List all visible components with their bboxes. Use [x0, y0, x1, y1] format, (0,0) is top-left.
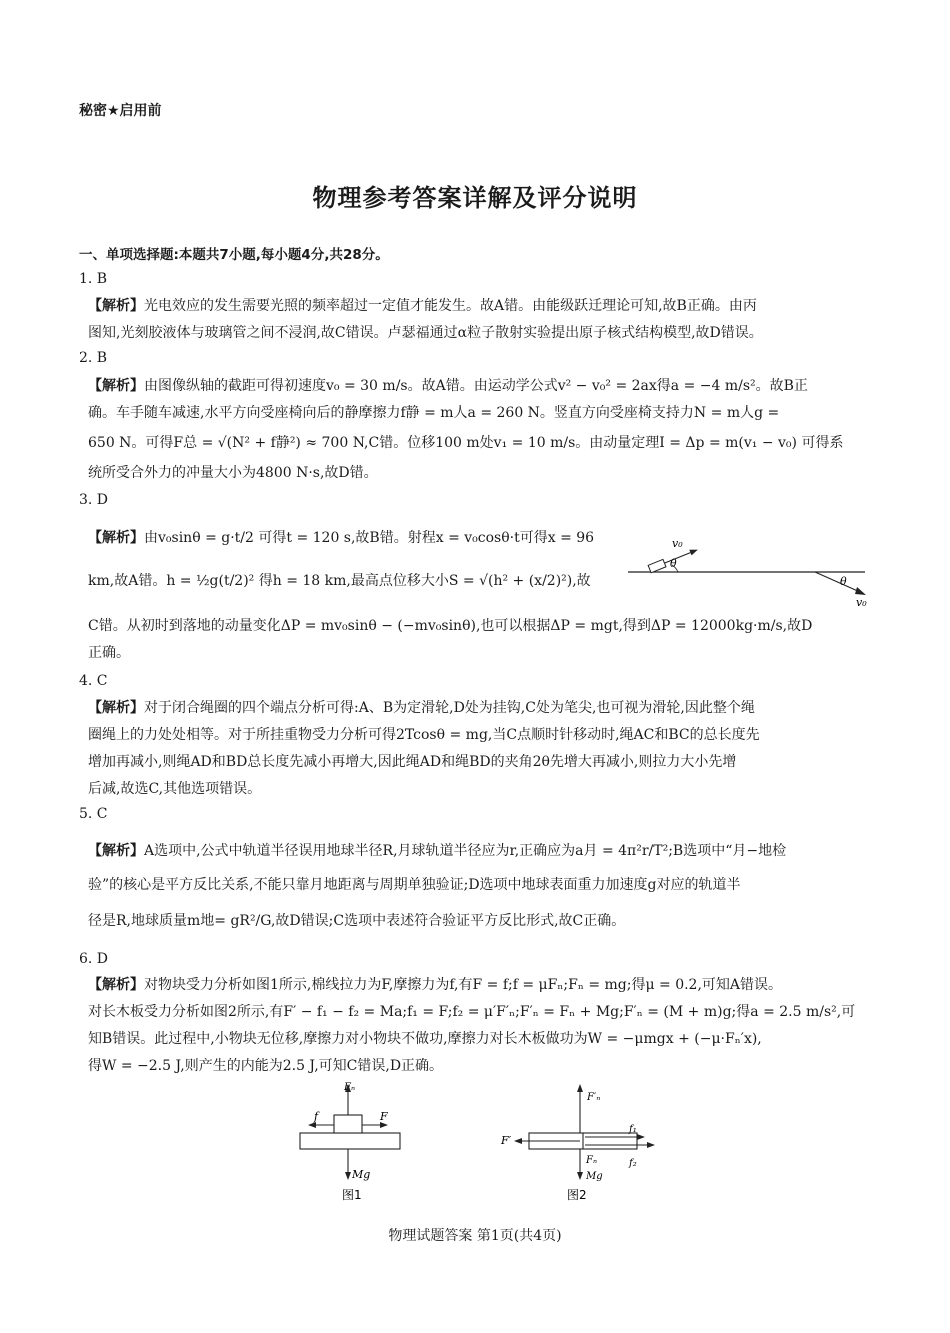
question-number: 1. B [79, 271, 108, 287]
block-rect [334, 1115, 362, 1133]
question-number: 3. D [79, 492, 109, 508]
arrowhead [647, 1142, 655, 1148]
page-footer: 物理试题答案 第1页(共4页) [388, 1228, 562, 1244]
text-line: 得W = −2.5 J,则产生的内能为2.5 J,可知C错误,D正确。 [88, 1058, 444, 1074]
text-line: 图知,光刻胶液体与玻璃管之间不浸润,故C错误。卢瑟福通过α粒子散射实验提出原子核式结构模型,故D错误。 [88, 325, 763, 341]
text-line: 对于闭合绳圈的四个端点分析可得:A、B为定滑轮,D处为挂钩,C处为笔尖,也可视为滑轮,因此整个绳 [144, 700, 755, 716]
force-label: F [380, 1110, 388, 1123]
text-line: 由图像纵轴的截距可得初速度v₀ = 30 m/s。故A错。由运动学公式v² − v₀² = 2ax得a = −4 m/s²。故B正 [144, 378, 808, 394]
question-number: 5. C [79, 806, 108, 822]
landing-velocity-line [815, 572, 860, 592]
analysis-tag: 【解析】 [88, 298, 144, 314]
force-label: f₁ [629, 1124, 637, 1135]
text-line: 增加再减小,则绳AD和BD总长度先减小再增大,因此绳AD和绳BD的夹角2θ先增大再减小,则拉力大小先增 [88, 754, 737, 770]
answer-explanation [88, 373, 872, 487]
answer-explanation [88, 972, 872, 1080]
text-line: 对物块受力分析如图1所示,棉线拉力为F,摩擦力为f,有F = f;f = μFₙ;Fₙ = mg;得μ = 0.2,可知A错误。 [144, 977, 783, 993]
arrowhead [577, 1084, 583, 1092]
arrowhead [345, 1172, 351, 1180]
text-line: 后减,故选C,其他选项错误。 [88, 781, 262, 797]
answer-explanation-cont [88, 613, 872, 667]
answer-explanation [88, 293, 872, 347]
confidential-label: 秘密★启用前 [79, 103, 162, 119]
force-label: Fₙ [586, 1155, 597, 1166]
board-rect [300, 1133, 400, 1149]
force-label: Mg [352, 1168, 371, 1181]
arrowhead [577, 1172, 583, 1180]
question-number: 4. C [79, 673, 108, 689]
projectile-diagram [620, 530, 880, 610]
figure-caption: 图2 [567, 1188, 587, 1202]
text-line: 统所受合外力的冲量大小为4800 N·s,故D错。 [88, 465, 378, 481]
analysis-tag: 【解析】 [88, 843, 144, 859]
velocity-label: v₀ [672, 537, 683, 550]
text-line: C错。从初时到落地的动量变化ΔP = mv₀sinθ − (−mv₀sinθ),也可以根据ΔP = mgt,得到ΔP = 12000kg·m/s,故D [88, 618, 813, 634]
text-line: 验”的核心是平方反比关系,不能只靠月地距离与周期单独验证;D选项中地球表面重力加速度g对应的轨道半 [88, 877, 741, 893]
text-line: 径是R,地球质量m地= gR²/G,故D错误;C选项中表述符合验证平方反比形式,故C正确。 [88, 913, 626, 929]
text-line: km,故A错。h = ½g(t/2)² 得h = 18 km,最高点位移大小S = √(h² + (x/2)²),故 [88, 573, 591, 589]
text-line: 由v₀sinθ = g·t/2 可得t = 120 s,故B错。射程x = v₀cosθ·t可得x = 96 [144, 530, 595, 546]
force-label: Fₙ [344, 1082, 355, 1093]
arrowhead [514, 1138, 522, 1144]
figure-2-board-forces [495, 1078, 665, 1208]
question-number: 2. B [79, 350, 108, 366]
force-label: f [314, 1110, 319, 1123]
figure-1-block-forces [290, 1078, 420, 1208]
answer-explanation [88, 520, 628, 606]
force-label: F′ₙ [587, 1092, 601, 1103]
analysis-tag: 【解析】 [88, 378, 144, 394]
arrowhead [637, 1134, 645, 1140]
force-label: Mg [586, 1171, 603, 1182]
question-number: 6. D [79, 951, 109, 967]
force-label: F′ [501, 1134, 512, 1147]
text-line: 对长木板受力分析如图2所示,有F′ − f₁ − f₂ = Ma;f₁ = F;f₂ = μ′F′ₙ;F′ₙ = Fₙ + Mg;F′ₙ = (M + m)g;得a = 2.5 m/s²,可 [88, 1004, 856, 1020]
answer-explanation [88, 836, 872, 938]
figure-caption: 图1 [342, 1188, 362, 1202]
analysis-tag: 【解析】 [88, 530, 144, 546]
section-heading: 一、单项选择题:本题共7小题,每小题4分,共28分。 [79, 247, 389, 263]
text-line: A选项中,公式中轨道半径误用地球半径R,月球轨道半径应为r,正确应为a月 = 4π²r/T²;B选项中“月−地检 [144, 843, 787, 859]
force-label: f₂ [629, 1158, 637, 1169]
velocity-label: v₀ [856, 596, 867, 609]
text-line: 650 N。可得F总 = √(N² + f静²) ≈ 700 N,C错。位移100 m处v₁ = 10 m/s。由动量定理I = Δp = m(v₁ − v₀) 可得系 [88, 435, 844, 451]
text-line: 确。车手随车减速,水平方向受座椅向后的静摩擦力f静 = m人a = 260 N。竖直方向受座椅支持力N = m人g = [88, 405, 780, 421]
text-line: 圈绳上的力处处相等。对于所挂重物受力分析可得2Tcosθ = mg,当C点顺时针移动时,绳AC和BC的总长度先 [88, 727, 760, 743]
analysis-tag: 【解析】 [88, 700, 144, 716]
text-line: 正确。 [88, 645, 130, 661]
angle-label: θ [670, 557, 677, 570]
text-line: 光电效应的发生需要光照的频率超过一定值才能发生。故A错。由能级跃迁理论可知,故B正确。由丙 [144, 298, 757, 314]
analysis-tag: 【解析】 [88, 977, 144, 993]
answer-explanation [88, 695, 872, 803]
page-title: 物理参考答案详解及评分说明 [312, 184, 638, 212]
angle-label: θ [840, 575, 847, 588]
arrowhead [855, 587, 866, 595]
text-line: 知B错误。此过程中,小物块无位移,摩擦力对小物块不做功,摩擦力对长木板做功为W = −μmgx + (−μ·Fₙ′x), [88, 1031, 762, 1047]
